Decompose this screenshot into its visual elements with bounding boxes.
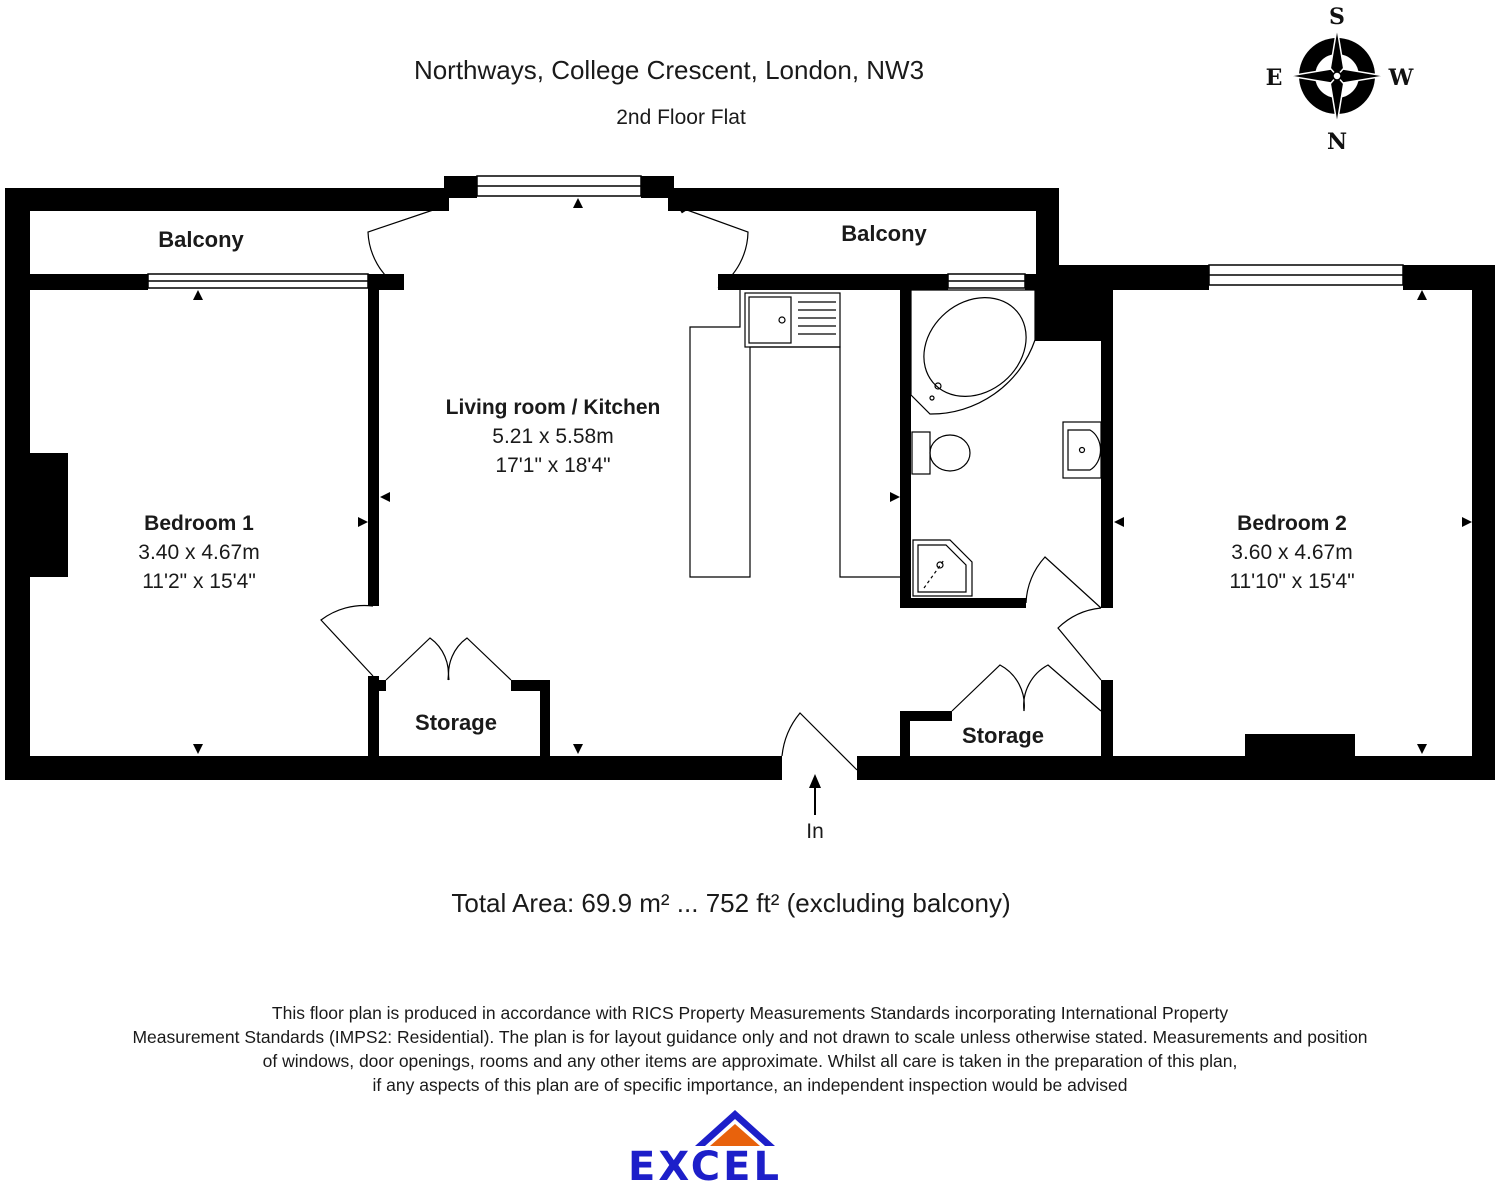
bath-tap xyxy=(930,396,934,400)
kitchen-sink xyxy=(745,293,840,347)
room-name: Living room / Kitchen xyxy=(445,396,661,419)
room-name: Bedroom 1 xyxy=(144,512,254,535)
toilet-bowl xyxy=(930,435,970,471)
room-metric: 3.40 x 4.67m xyxy=(138,541,260,564)
storage-right-door xyxy=(952,665,1024,711)
arrow xyxy=(193,744,203,754)
bedroom1-door xyxy=(321,605,373,676)
wall xyxy=(900,711,910,759)
room-metric: 3.60 x 4.67m xyxy=(1231,541,1353,564)
compass-west: W xyxy=(1388,65,1414,91)
wall xyxy=(641,176,674,198)
wall xyxy=(1101,680,1113,760)
basin-drain xyxy=(1080,448,1085,453)
disclaimer xyxy=(132,1001,1367,1097)
room-name: Bedroom 2 xyxy=(1237,512,1347,535)
disclaimer-line: Measurement Standards (IMPS2: Residential). The plan is for layout guidance only and not drawn to scale unless otherwise stated. Measurements and position xyxy=(132,1027,1368,1047)
compass-rose xyxy=(1266,4,1414,155)
bedroom1-label xyxy=(138,509,259,596)
storage-left-door xyxy=(386,638,448,680)
storage-left-label: Storage xyxy=(415,710,497,735)
wall xyxy=(668,188,1059,211)
wall xyxy=(718,274,948,290)
arrow xyxy=(890,492,900,502)
compass-east: E xyxy=(1265,65,1283,91)
arrow xyxy=(358,517,368,527)
entrance-arrow xyxy=(809,774,821,815)
wall xyxy=(5,188,30,780)
wall xyxy=(1036,265,1209,290)
shower-tray-inner xyxy=(918,545,966,592)
arrow xyxy=(573,744,583,754)
arrow xyxy=(1114,517,1124,527)
room-imperial: 11'10" x 15'4" xyxy=(1229,570,1355,593)
balcony-right-label: Balcony xyxy=(841,221,927,246)
room-metric: 5.21 x 5.58m xyxy=(492,425,614,448)
bath-tub xyxy=(904,277,1046,417)
shower-spray xyxy=(924,560,944,588)
room-imperial: 17'1" x 18'4" xyxy=(495,454,611,477)
bedroom2-label xyxy=(1229,509,1354,596)
wall xyxy=(540,680,550,760)
living-room-label xyxy=(446,393,661,480)
storage-right-door xyxy=(1024,665,1101,711)
kitchen-units xyxy=(690,290,900,577)
wall xyxy=(857,756,1495,780)
wall xyxy=(444,176,477,198)
arrow xyxy=(1417,290,1427,300)
disclaimer-line: of windows, door openings, rooms and any other items are approximate. Whilst all care is taken in the preparation of this plan, xyxy=(262,1051,1238,1071)
balcony-left-label: Balcony xyxy=(158,227,244,252)
kitchen-worktop xyxy=(690,290,900,577)
logo-text: EXCEL xyxy=(628,1144,782,1184)
toilet-cistern xyxy=(912,432,930,474)
arrow xyxy=(1417,744,1427,754)
total-area: Total Area: 69.9 m² ... 752 ft² (excluding balcony) xyxy=(451,888,1011,918)
wall xyxy=(368,680,386,691)
bedroom2-door xyxy=(1058,608,1101,680)
wall xyxy=(900,288,911,608)
compass-north: N xyxy=(1326,129,1348,155)
chimney-breast xyxy=(28,453,68,577)
wall xyxy=(900,598,1026,608)
arrow xyxy=(380,492,390,502)
wall xyxy=(5,188,449,211)
bathroom-door xyxy=(1026,557,1101,608)
wall xyxy=(5,756,782,780)
floor-label: 2nd Floor Flat xyxy=(616,106,746,129)
chimney-breast xyxy=(1245,734,1355,758)
arrow xyxy=(193,290,203,300)
excel-logo xyxy=(628,1110,782,1184)
storage-right-label: Storage xyxy=(962,723,1044,748)
entrance-label: In xyxy=(806,820,824,843)
wall xyxy=(368,288,379,606)
disclaimer-line: if any aspects of this plan are of specific importance, an independent inspection would be advised xyxy=(372,1075,1128,1095)
disclaimer-line: This floor plan is produced in accordance with RICS Property Measurements Standards incorporating International Property xyxy=(271,1003,1229,1023)
compass-south: S xyxy=(1329,4,1345,30)
wall xyxy=(1101,288,1113,608)
wall xyxy=(28,274,148,290)
storage-left-door xyxy=(449,638,511,680)
wall xyxy=(1472,265,1495,780)
property-address: Northways, College Crescent, London, NW3 xyxy=(413,55,925,85)
sink-drain xyxy=(779,317,785,323)
arrow xyxy=(573,198,583,208)
room-imperial: 11'2" x 15'4" xyxy=(142,570,256,593)
entrance-door xyxy=(782,713,857,770)
shower-tray xyxy=(913,540,972,596)
bathroom-duct xyxy=(1035,288,1111,341)
arrow xyxy=(1462,517,1472,527)
